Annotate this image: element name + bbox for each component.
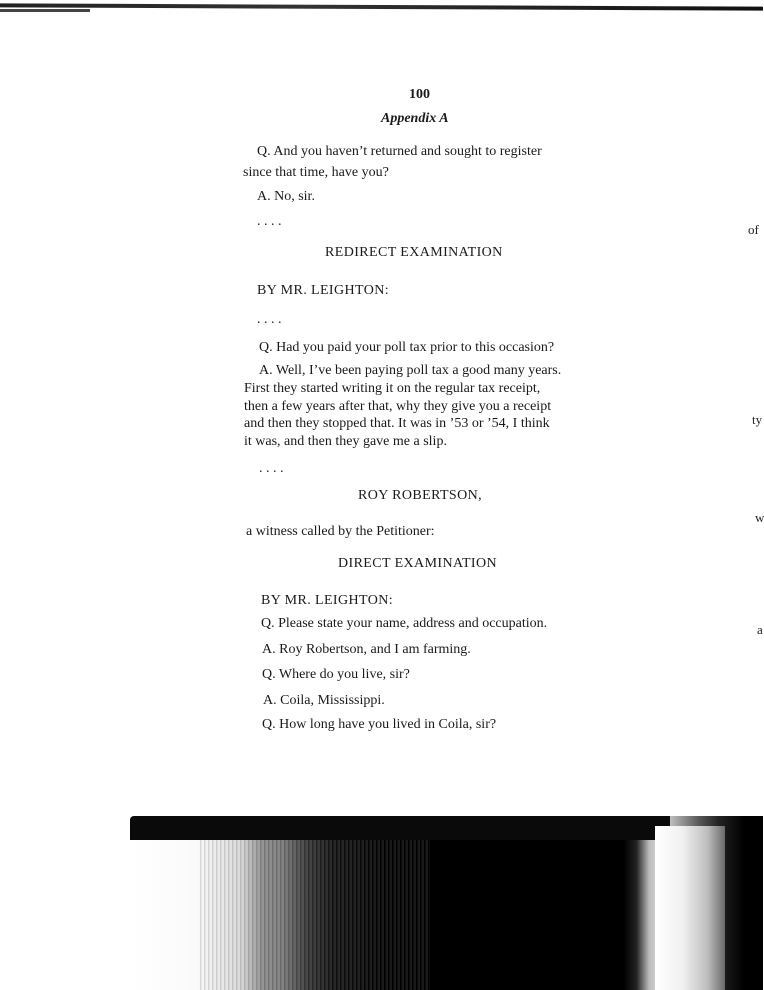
- text-line: a witness called by the Petitioner:: [246, 524, 435, 539]
- ellipsis: . . . .: [257, 312, 282, 327]
- scan-shadow-top: [130, 816, 670, 840]
- scan-stripes: [200, 840, 430, 990]
- text-line: A. Roy Robertson, and I am farming.: [262, 642, 471, 657]
- scan-bright-strip: [655, 826, 725, 990]
- text-line: A. Coila, Mississippi.: [263, 693, 385, 708]
- witness-name: ROY ROBERTSON,: [358, 488, 483, 503]
- section-heading: REDIRECT EXAMINATION: [325, 245, 503, 260]
- text-line: then a few years after that, why they give you a receipt: [244, 399, 552, 414]
- text-line: Q. Please state your name, address and occupation.: [261, 616, 548, 631]
- examiner-line: BY MR. LEIGHTON:: [261, 593, 394, 608]
- examiner-line: BY MR. LEIGHTON:: [257, 283, 390, 298]
- text-line: Q. And you haven’t returned and sought to register: [257, 144, 542, 159]
- margin-fragment: ty: [752, 412, 763, 427]
- margin-fragment: w: [755, 510, 764, 525]
- text-line: Q. How long have you lived in Coila, sir?: [262, 717, 497, 732]
- section-heading: DIRECT EXAMINATION: [338, 556, 497, 571]
- text-line: Q. Where do you live, sir?: [262, 667, 410, 682]
- ellipsis: . . . .: [257, 214, 282, 229]
- text-line: A. No, sir.: [257, 189, 315, 204]
- margin-fragment: of: [748, 222, 759, 237]
- text-line: Q. Had you paid your poll tax prior to this occasion?: [259, 340, 555, 355]
- ellipsis: . . . .: [259, 461, 284, 476]
- text-line: and then they stopped that. It was in ’53 or ’54, I think: [244, 416, 550, 431]
- text-line: since that time, have you?: [243, 165, 389, 180]
- text-line: it was, and then they gave me a slip.: [244, 434, 447, 449]
- text-line: A. Well, I’ve been paying poll tax a good many years.: [259, 363, 562, 378]
- margin-fragment: a: [757, 622, 763, 637]
- page-header: Appendix A: [381, 111, 449, 126]
- text-line: First they started writing it on the regular tax receipt,: [244, 381, 541, 396]
- page-number: 100: [409, 87, 430, 102]
- top-scan-rule: [0, 3, 763, 10]
- top-scan-rule-left: [0, 9, 90, 12]
